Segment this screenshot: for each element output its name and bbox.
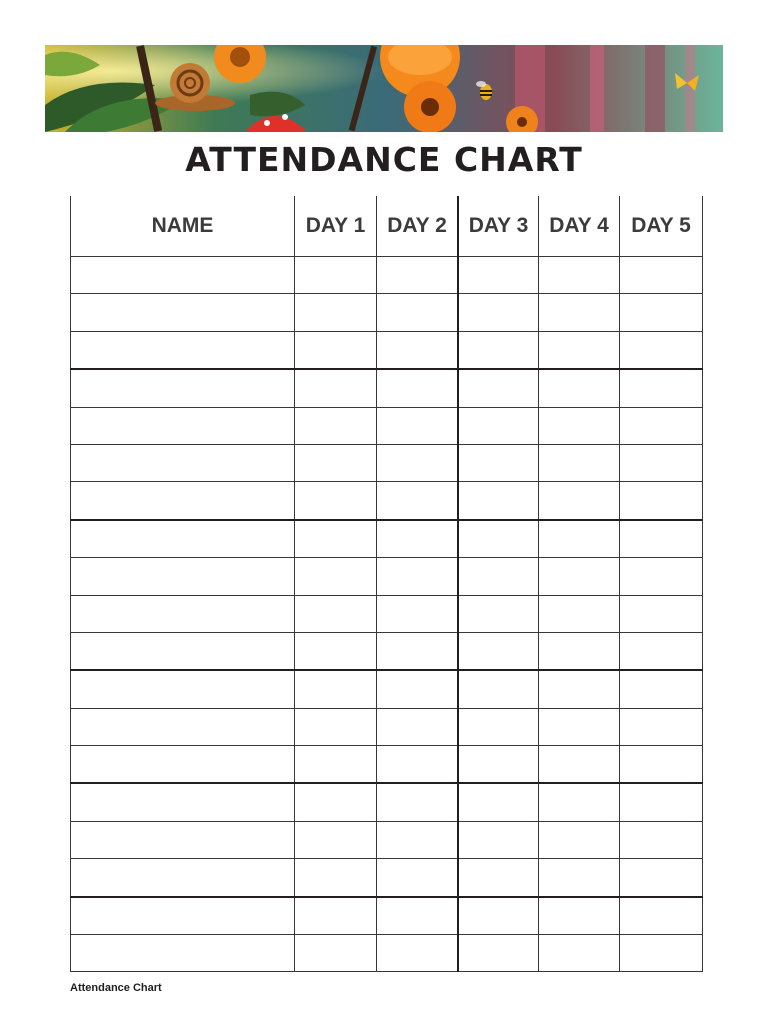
cell-day-5[interactable] (620, 897, 703, 935)
cell-day-1[interactable] (295, 595, 377, 632)
cell-day-5[interactable] (620, 708, 703, 745)
footer-label: Attendance Chart (70, 982, 162, 994)
cell-day-1[interactable] (295, 935, 377, 972)
column-header-day-1: DAY 1 (295, 196, 377, 257)
cell-name[interactable] (71, 821, 295, 858)
cell-day-4[interactable] (539, 294, 620, 331)
cell-name[interactable] (71, 935, 295, 972)
cell-day-2[interactable] (377, 257, 459, 294)
cell-day-3[interactable] (458, 369, 539, 407)
table-row (71, 783, 703, 821)
cell-day-3[interactable] (458, 331, 539, 369)
cell-day-3[interactable] (458, 294, 539, 331)
table-row (71, 708, 703, 745)
forest-scene-illustration (45, 45, 723, 132)
cell-day-4[interactable] (539, 708, 620, 745)
cell-day-3[interactable] (458, 407, 539, 444)
cell-day-4[interactable] (539, 558, 620, 595)
cell-day-5[interactable] (620, 482, 703, 520)
cell-day-2[interactable] (377, 632, 459, 670)
cell-day-2[interactable] (377, 859, 459, 897)
table-row (71, 294, 703, 331)
cell-day-2[interactable] (377, 783, 459, 821)
cell-day-1[interactable] (295, 369, 377, 407)
cell-day-3[interactable] (458, 632, 539, 670)
column-header-day-5: DAY 5 (620, 196, 703, 257)
cell-name[interactable] (71, 257, 295, 294)
cell-day-3[interactable] (458, 444, 539, 481)
cell-day-1[interactable] (295, 859, 377, 897)
cell-day-3[interactable] (458, 783, 539, 821)
cell-day-5[interactable] (620, 632, 703, 670)
table-row (71, 482, 703, 520)
cell-day-2[interactable] (377, 897, 459, 935)
cell-day-4[interactable] (539, 746, 620, 784)
cell-name[interactable] (71, 859, 295, 897)
cell-name[interactable] (71, 670, 295, 708)
cell-day-1[interactable] (295, 520, 377, 558)
cell-day-2[interactable] (377, 444, 459, 481)
cell-day-5[interactable] (620, 746, 703, 784)
cell-day-4[interactable] (539, 257, 620, 294)
cell-name[interactable] (71, 595, 295, 632)
cell-day-2[interactable] (377, 482, 459, 520)
cell-day-4[interactable] (539, 897, 620, 935)
cell-day-1[interactable] (295, 821, 377, 858)
column-header-name: NAME (71, 196, 295, 257)
cell-name[interactable] (71, 444, 295, 481)
cell-name[interactable] (71, 369, 295, 407)
cell-day-3[interactable] (458, 897, 539, 935)
cell-day-4[interactable] (539, 407, 620, 444)
cell-day-4[interactable] (539, 331, 620, 369)
cell-day-2[interactable] (377, 520, 459, 558)
cell-day-4[interactable] (539, 632, 620, 670)
cell-day-3[interactable] (458, 520, 539, 558)
cell-day-3[interactable] (458, 708, 539, 745)
column-header-day-3: DAY 3 (458, 196, 539, 257)
cell-name[interactable] (71, 897, 295, 935)
cell-day-4[interactable] (539, 670, 620, 708)
cell-day-5[interactable] (620, 595, 703, 632)
cell-day-1[interactable] (295, 746, 377, 784)
cell-day-5[interactable] (620, 935, 703, 972)
table-row (71, 632, 703, 670)
table-row (71, 897, 703, 935)
cell-name[interactable] (71, 558, 295, 595)
cell-day-5[interactable] (620, 821, 703, 858)
cell-day-3[interactable] (458, 595, 539, 632)
table-row (71, 558, 703, 595)
cell-day-4[interactable] (539, 444, 620, 481)
cell-day-1[interactable] (295, 632, 377, 670)
cell-day-2[interactable] (377, 331, 459, 369)
cell-day-1[interactable] (295, 670, 377, 708)
cell-day-5[interactable] (620, 558, 703, 595)
cell-day-3[interactable] (458, 935, 539, 972)
cell-name[interactable] (71, 482, 295, 520)
cell-day-2[interactable] (377, 294, 459, 331)
cell-day-3[interactable] (458, 482, 539, 520)
cell-day-1[interactable] (295, 783, 377, 821)
cell-day-1[interactable] (295, 407, 377, 444)
cell-day-1[interactable] (295, 897, 377, 935)
cell-name[interactable] (71, 331, 295, 369)
cell-day-1[interactable] (295, 257, 377, 294)
cell-day-4[interactable] (539, 595, 620, 632)
cell-day-5[interactable] (620, 520, 703, 558)
cell-day-5[interactable] (620, 331, 703, 369)
cell-day-4[interactable] (539, 935, 620, 972)
cell-day-4[interactable] (539, 369, 620, 407)
cell-day-5[interactable] (620, 444, 703, 481)
cell-day-4[interactable] (539, 821, 620, 858)
table-header-row (71, 196, 703, 257)
cell-day-1[interactable] (295, 294, 377, 331)
cell-name[interactable] (71, 520, 295, 558)
attendance-rows (71, 257, 703, 972)
cell-day-3[interactable] (458, 257, 539, 294)
cell-day-5[interactable] (620, 257, 703, 294)
cell-day-1[interactable] (295, 482, 377, 520)
cell-day-2[interactable] (377, 558, 459, 595)
cell-day-1[interactable] (295, 558, 377, 595)
cell-name[interactable] (71, 294, 295, 331)
cell-day-5[interactable] (620, 783, 703, 821)
cell-day-3[interactable] (458, 670, 539, 708)
table-row (71, 859, 703, 897)
cell-day-5[interactable] (620, 859, 703, 897)
cell-day-3[interactable] (458, 746, 539, 784)
cell-day-2[interactable] (377, 407, 459, 444)
table-row (71, 444, 703, 481)
cell-name[interactable] (71, 746, 295, 784)
page-title: ATTENDANCE CHART (185, 140, 583, 179)
cell-day-3[interactable] (458, 558, 539, 595)
cell-name[interactable] (71, 783, 295, 821)
cell-day-1[interactable] (295, 708, 377, 745)
cell-day-2[interactable] (377, 935, 459, 972)
table-row (71, 935, 703, 972)
cell-name[interactable] (71, 632, 295, 670)
cell-day-4[interactable] (539, 482, 620, 520)
table-row (71, 595, 703, 632)
cell-day-5[interactable] (620, 407, 703, 444)
column-header-day-4: DAY 4 (539, 196, 620, 257)
cell-day-2[interactable] (377, 369, 459, 407)
attendance-table (70, 196, 703, 972)
header-banner-illustration (45, 45, 723, 132)
cell-day-3[interactable] (458, 821, 539, 858)
cell-day-2[interactable] (377, 708, 459, 745)
cell-day-1[interactable] (295, 444, 377, 481)
table-row (71, 369, 703, 407)
cell-day-2[interactable] (377, 821, 459, 858)
cell-day-5[interactable] (620, 294, 703, 331)
cell-day-4[interactable] (539, 520, 620, 558)
table-row (71, 520, 703, 558)
table-row (71, 746, 703, 784)
table-row (71, 821, 703, 858)
table-row (71, 407, 703, 444)
cell-day-2[interactable] (377, 670, 459, 708)
cell-day-3[interactable] (458, 859, 539, 897)
cell-day-4[interactable] (539, 783, 620, 821)
cell-day-5[interactable] (620, 670, 703, 708)
cell-day-5[interactable] (620, 369, 703, 407)
cell-day-4[interactable] (539, 859, 620, 897)
table-row (71, 331, 703, 369)
cell-name[interactable] (71, 407, 295, 444)
column-header-day-2: DAY 2 (377, 196, 459, 257)
cell-day-2[interactable] (377, 595, 459, 632)
cell-name[interactable] (71, 708, 295, 745)
cell-day-1[interactable] (295, 331, 377, 369)
cell-day-2[interactable] (377, 746, 459, 784)
table-row (71, 257, 703, 294)
table-row (71, 670, 703, 708)
